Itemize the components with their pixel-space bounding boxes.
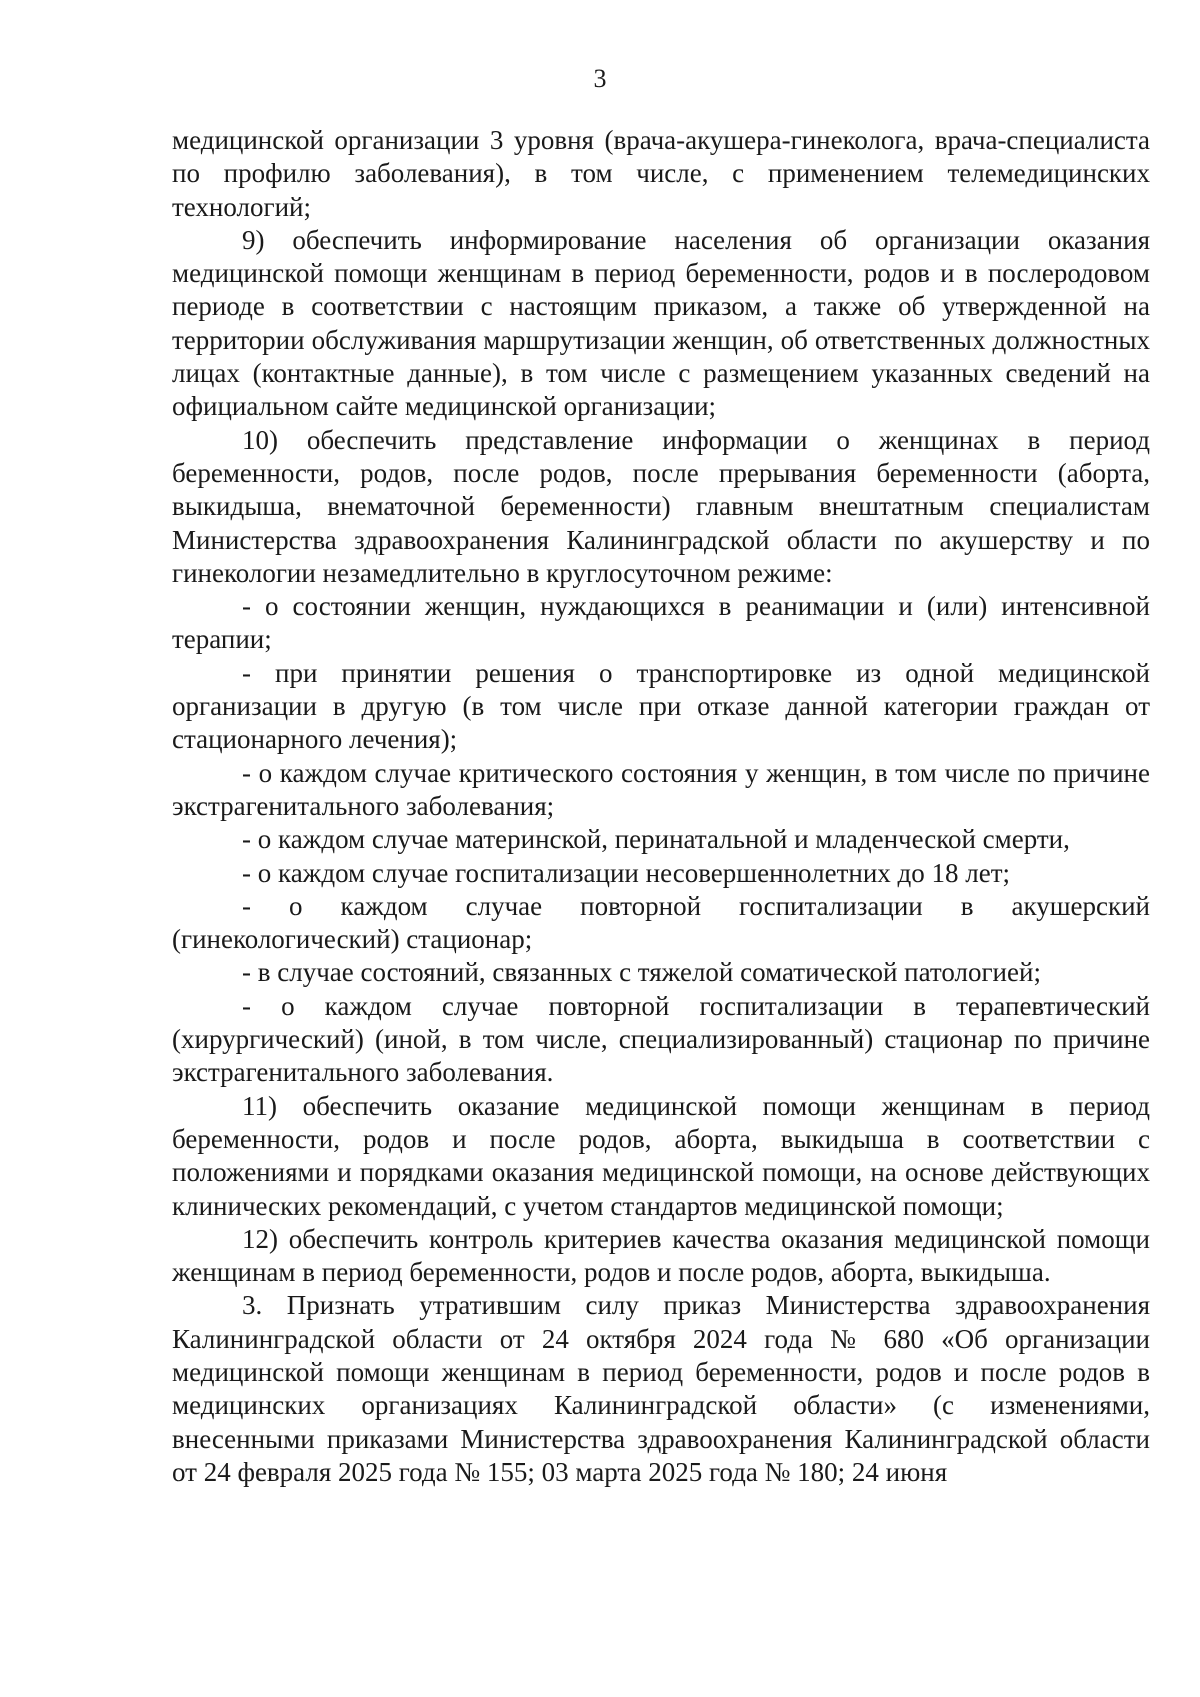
paragraph-item-12: 12) обеспечить контроль критериев качества оказания медицинской помощи женщинам в период беременности, родов и после родов, аборта, выкидыша. xyxy=(172,1223,1150,1288)
list-item: - о состоянии женщин, нуждающихся в реанимации и (или) интенсивной терапии; xyxy=(172,591,1150,655)
paragraph-item-11: 11) обеспечить оказание медицинской помощи женщинам в период беременности, родов и после родов, аборта, выкидыша в соответствии с положениями и порядками оказания медицинской помощи, на основе действующих клинических рекомендаций, с учетом стандартов медицинской помощи; xyxy=(172,1090,1150,1221)
paragraph-item-10: 10) обеспечить представление информации о женщинах в период беременности, родов, после родов, после прерывания беременности (аборта, выкидыша, внематочной беременности) главным внештатным специалистам Министерства здравоохранения Калининградской области по акушерству и по гинекологии незамедлительно в круглосуточном режиме: xyxy=(172,424,1150,588)
list-item: - о каждом случае повторной госпитализации в терапевтический (хирургический) (иной, в том числе, специализированный) стационар по причине экстрагенитального заболевания. xyxy=(172,990,1150,1088)
list-item: - при принятии решения о транспортировке из одной медицинской организации в другую (в том числе при отказе данной категории граждан от стационарного лечения); xyxy=(172,657,1150,755)
document-body xyxy=(172,124,1150,1489)
paragraph-item-9: 9) обеспечить информирование населения об организации оказания медицинской помощи женщинам в период беременности, родов и в послеродовом периоде в соответствии с настоящим приказом, а также об утвержденной на территории обслуживания маршрутизации женщин, об ответственных должностных лицах (контактные данные), в том числе с размещением указанных сведений на официальном сайте медицинской организации; xyxy=(172,224,1150,422)
list-item: - в случае состояний, связанных с тяжелой соматической патологией; xyxy=(242,957,1041,988)
list-item: - о каждом случае повторной госпитализации в акушерский (гинекологический) стационар; xyxy=(172,890,1150,955)
paragraph-continuation: медицинской организации 3 уровня (врача-акушера-гинеколога, врача-специалиста по профилю заболевания), в том числе, с применением телемедицинских технологий; xyxy=(172,125,1150,222)
list-item: - о каждом случае госпитализации несовершеннолетних до 18 лет; xyxy=(242,857,1011,888)
list-item: - о каждом случае критического состояния у женщин, в том числе по причине экстрагенитального заболевания; xyxy=(172,757,1150,821)
list-item: - о каждом случае материнской, перинатальной и младенческой смерти, xyxy=(242,824,1070,855)
page-number: 3 xyxy=(593,64,607,93)
paragraph-section-3: 3. Признать утратившим силу приказ Министерства здравоохранения Калининградской области от 24 октября 2024 года № 680 «Об организации медицинской помощи женщинам в период беременности, родов и после родов в медицинских организациях Калининградской области» (с изменениями, внесенными приказами Министерства здравоохранения Калининградской области от 24 февраля 2025 года № 155; 03 марта 2025 года № 180; 24 июня xyxy=(172,1290,1150,1487)
